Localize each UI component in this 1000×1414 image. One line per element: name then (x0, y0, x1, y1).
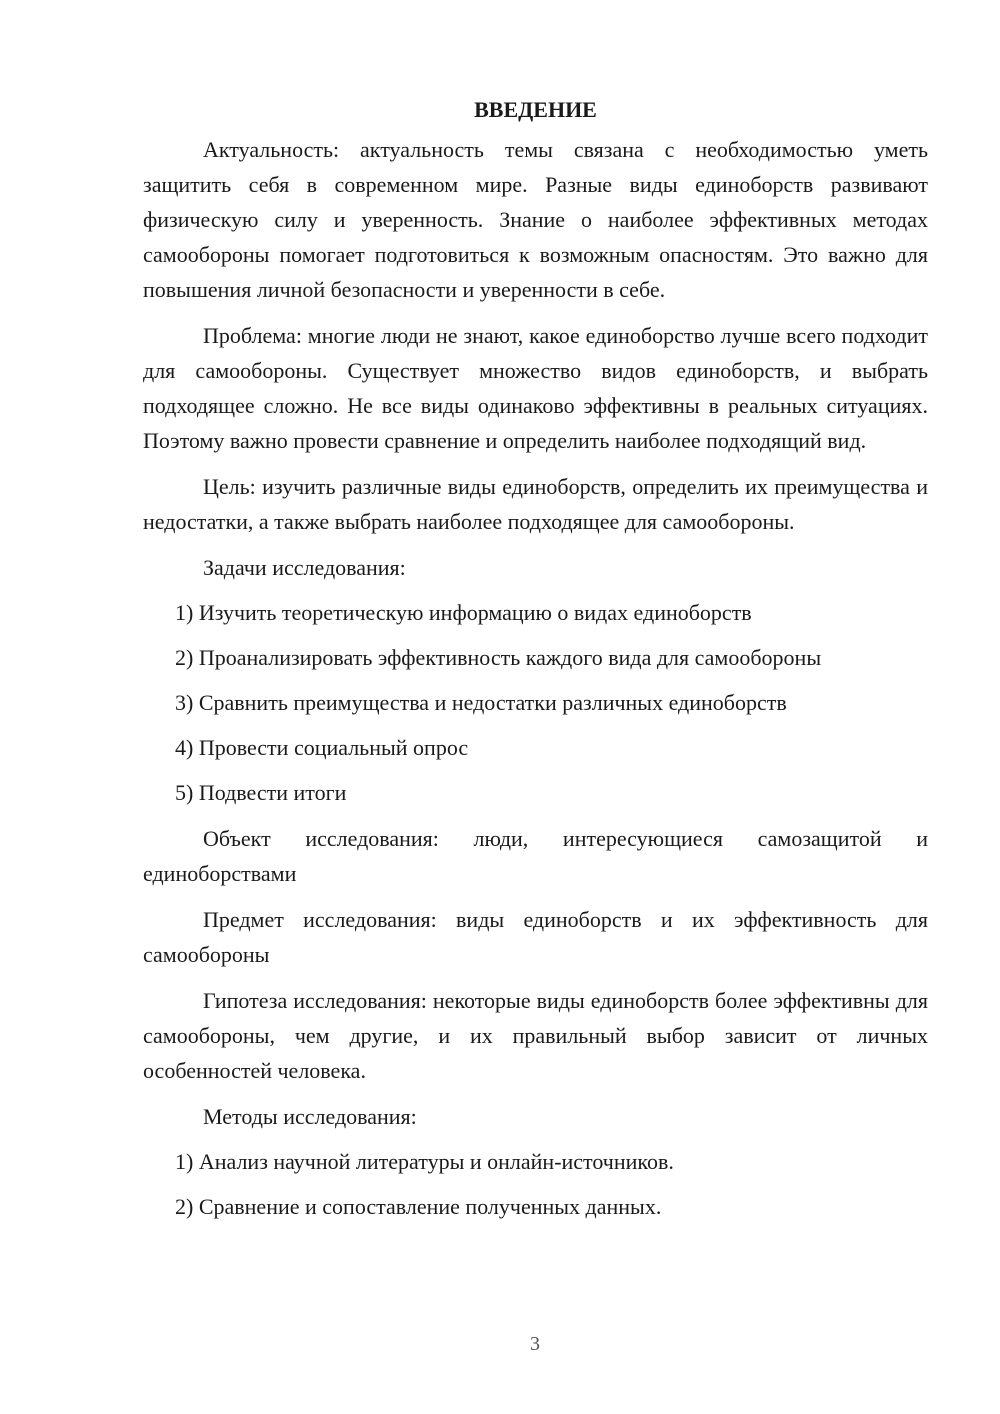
tasks-heading: Задачи исследования: (203, 555, 406, 580)
method-item-2: 2) Сравнение и сопоставление полученных данных. (175, 1194, 662, 1219)
document-page (143, 93, 928, 1224)
section-title: ВВЕДЕНИЕ (474, 97, 597, 122)
task-item-3: 3) Сравнить преимущества и недостатки различных единоборств (175, 690, 787, 715)
methods-heading: Методы исследования: (203, 1104, 417, 1129)
subject-paragraph: Предмет исследования: виды единоборств и их эффективность для самообороны (143, 907, 928, 967)
task-item-1: 1) Изучить теоретическую информацию о видах единоборств (175, 600, 752, 625)
task-item-2: 2) Проанализировать эффективность каждого вида для самообороны (175, 645, 822, 670)
object-paragraph: Объект исследования: люди, интересующиеся самозащитой и единоборствами (143, 826, 928, 886)
task-item-5: 5) Подвести итоги (175, 780, 347, 805)
hypothesis-paragraph: Гипотеза исследования: некоторые виды единоборств более эффективны для самообороны, чем другие, и их правильный выбор зависит от личных особенностей человека. (143, 988, 928, 1083)
method-item-1: 1) Анализ научной литературы и онлайн-источников. (175, 1149, 674, 1174)
relevance-paragraph: Актуальность: актуальность темы связана с необходимостью уметь защитить себя в современном мире. Разные виды единоборств развивают физическую силу и уверенность. Знание о наиболее эффективных методах самообороны помогает подготовиться к возможным опасностям. Это важно для повышения личной безопасности и уверенности в себе. (143, 137, 928, 302)
task-item-4: 4) Провести социальный опрос (175, 735, 469, 760)
goal-paragraph: Цель: изучить различные виды единоборств, определить их преимущества и недостатки, а также выбрать наиболее подходящее для самообороны. (143, 474, 928, 534)
page-number: 3 (530, 1333, 540, 1355)
problem-paragraph: Проблема: многие люди не знают, какое единоборство лучше всего подходит для самообороны. Существует множество видов единоборств, и выбрать подходящее сложно. Не все виды одинаково эффективны в реальных ситуациях. Поэтому важно провести сравнение и определить наиболее подходящий вид. (143, 323, 928, 453)
